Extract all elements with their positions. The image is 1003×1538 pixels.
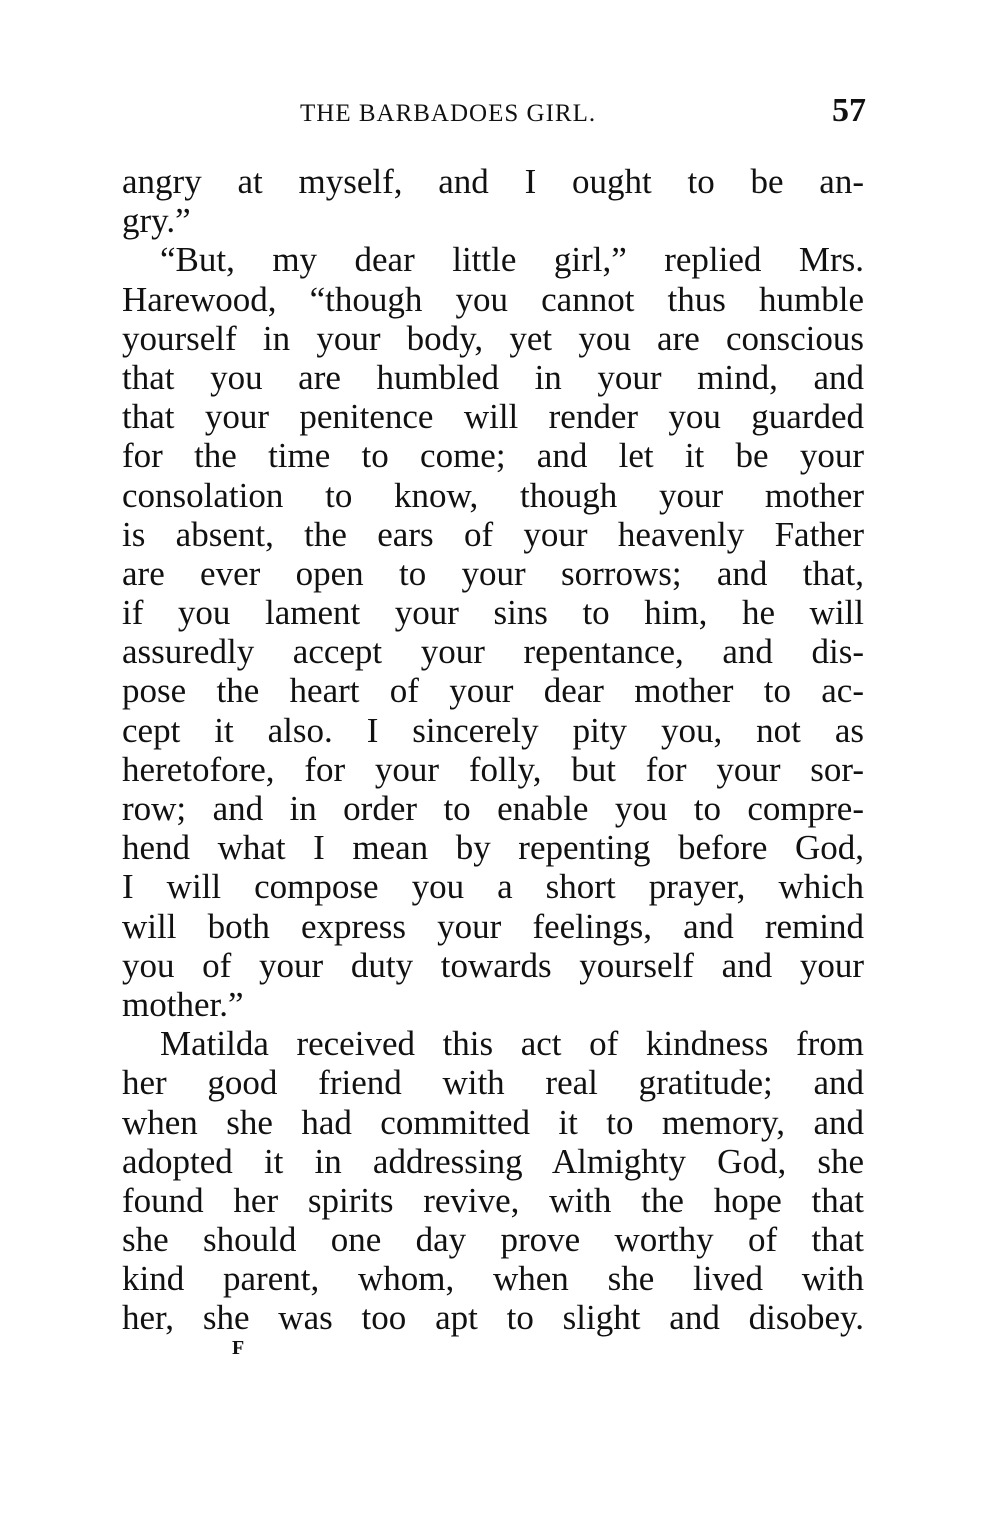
- text-line: if you lament your sins to him, he will: [122, 593, 864, 633]
- signature-mark: F: [232, 1337, 245, 1359]
- text-line: “But, my dear little girl,” replied Mrs.: [160, 240, 864, 280]
- text-line: adopted it in addressing Almighty God, she: [122, 1141, 864, 1181]
- text-line: will both express your feelings, and remind: [122, 906, 864, 946]
- text-line: I will compose you a short prayer, which: [122, 867, 864, 907]
- text-line: angry at myself, and I ought to be an-: [122, 162, 864, 201]
- text-line: kind parent, whom, when she lived with: [122, 1259, 864, 1299]
- text-line: heretofore, for your folly, but for your sor-: [122, 749, 864, 789]
- text-line: are ever open to your sorrows; and that,: [122, 553, 864, 593]
- text-line: for the time to come; and let it be your: [122, 436, 864, 476]
- text-line: is absent, the ears of your heavenly Father: [122, 514, 864, 554]
- running-header: [300, 92, 866, 136]
- text-line: her good friend with real gratitude; and: [122, 1063, 864, 1103]
- text-line: her, she was too apt to slight and disobey.: [122, 1298, 864, 1338]
- text-line: cept it also. I sincerely pity you, not as: [122, 710, 864, 750]
- text-line: you of your duty towards yourself and your: [122, 945, 864, 985]
- text-line: that your penitence will render you guarded: [122, 397, 864, 437]
- text-line: mother.”: [122, 984, 244, 1024]
- text-line: consolation to know, though your mother: [122, 475, 864, 515]
- text-line: gry.”: [122, 201, 191, 241]
- body-text: [122, 162, 864, 1338]
- text-line: assuredly accept your repentance, and dis-: [122, 632, 864, 672]
- text-line: Harewood, “though you cannot thus humble: [122, 279, 864, 319]
- text-line: row; and in order to enable you to compre-: [122, 789, 864, 828]
- text-line: pose the heart of your dear mother to ac-: [122, 671, 864, 711]
- text-line: hend what I mean by repenting before God,: [122, 828, 864, 868]
- running-title: THE BARBADOES GIRL.: [300, 100, 597, 127]
- text-line: she should one day prove worthy of that: [122, 1220, 864, 1260]
- text-line: Matilda received this act of kindness from: [160, 1024, 864, 1064]
- page-number: 57: [832, 92, 866, 129]
- text-line: when she had committed it to memory, and: [122, 1102, 864, 1142]
- text-line: that you are humbled in your mind, and: [122, 357, 864, 397]
- text-line: found her spirits revive, with the hope that: [122, 1180, 864, 1220]
- text-line: yourself in your body, yet you are conscious: [122, 318, 864, 358]
